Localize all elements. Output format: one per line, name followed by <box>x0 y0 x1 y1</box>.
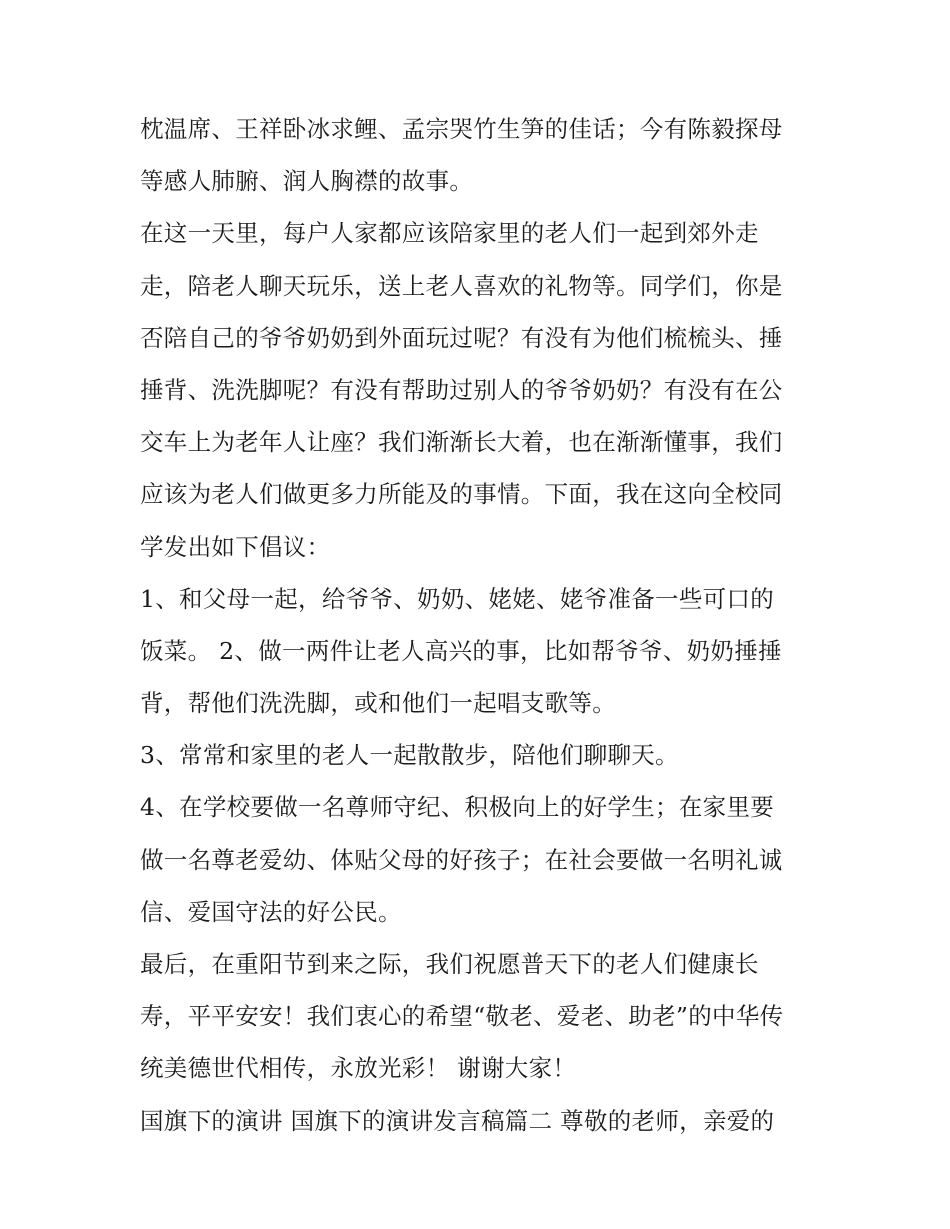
text-line: 在这一天里，每户人家都应该陪家里的老人们一起到郊外走 <box>140 219 759 248</box>
text-line: 饭菜。 2、做一两件让老人高兴的事，比如帮爷爷、奶奶捶捶 <box>140 636 782 665</box>
text-line: 国旗下的演讲 国旗下的演讲发言稿篇二 尊敬的老师，亲爱的 <box>140 1106 775 1135</box>
text-line: 统美德世代相传，永放光彩！ 谢谢大家！ <box>140 1054 577 1083</box>
text-line: 学发出如下倡议： <box>140 532 331 561</box>
text-line: 交车上为老年人让座？我们渐渐长大着，也在渐渐懂事，我们 <box>140 428 783 457</box>
text-line: 背，帮他们洗洗脚，或和他们一起唱支歌等。 <box>140 689 616 718</box>
text-line: 应该为老人们做更多力所能及的事情。下面，我在这向全校同 <box>140 480 783 509</box>
text-line: 否陪自己的爷爷奶奶到外面玩过呢？有没有为他们梳梳头、捶 <box>140 323 783 352</box>
text-line: 最后，在重阳节到来之际，我们祝愿普天下的老人们健康长 <box>140 950 759 978</box>
text-line: 捶背、洗洗脚呢？有没有帮助过别人的爷爷奶奶？有没有在公 <box>140 375 783 404</box>
text-line: 3、常常和家里的老人一起散散步，陪他们聊聊天。 <box>140 741 679 770</box>
text-line: 等感人肺腑、润人胸襟的故事。 <box>140 167 474 196</box>
text-line: 4、在学校要做一名尊师守纪、积极向上的好学生；在家里要 <box>140 793 775 822</box>
text-line: 做一名尊老爱幼、体贴父母的好孩子；在社会要做一名明礼诚 <box>140 845 783 874</box>
text-line: 枕温席、王祥卧冰求鲤、孟宗哭竹生笋的佳话；今有陈毅探母 <box>140 115 783 143</box>
body-text <box>140 103 820 1147</box>
text-line: 1、和父母一起，给爷爷、奶奶、姥姥、姥爷准备一些可口的 <box>140 584 775 613</box>
text-line: 寿，平平安安！我们衷心的希望“敬老、爱老、助老”的中华传 <box>140 1002 784 1031</box>
text-line: 走，陪老人聊天玩乐，送上老人喜欢的礼物等。同学们，你是 <box>140 271 783 300</box>
text-line: 信、爱国守法的好公民。 <box>140 897 402 926</box>
